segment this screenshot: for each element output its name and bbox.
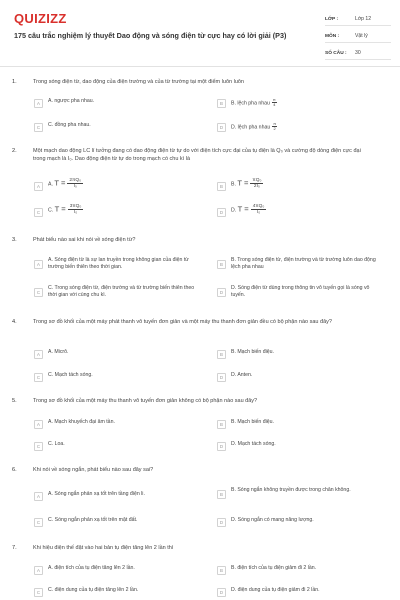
- option-formula: [48, 204, 196, 216]
- fraction-numerator: 4πQ₀: [252, 204, 265, 209]
- option-text: B. Sóng ngắn không truyền được trong chân không.: [231, 487, 351, 493]
- option-d[interactable]: [217, 441, 379, 451]
- option-formula: [231, 204, 379, 216]
- option-letter-box[interactable]: C: [34, 518, 43, 527]
- option-c[interactable]: [34, 285, 196, 299]
- meta-row-count: [325, 47, 391, 60]
- question-text: Trong sóng điện từ, dao động của điện trường và của từ trường tại một điểm luôn luôn: [33, 79, 244, 85]
- option-letter-box[interactable]: C: [34, 588, 43, 597]
- meta-value: Vật lý: [355, 33, 368, 39]
- option-letter-box[interactable]: D: [217, 588, 226, 597]
- option-text: B. Mạch biến điệu.: [231, 349, 274, 355]
- option-letter-box[interactable]: A: [34, 182, 43, 191]
- option-a[interactable]: [34, 178, 196, 191]
- worksheet-meta: [325, 13, 391, 64]
- option-text: B. điện tích của tụ điện giảm đi 2 lần.: [231, 565, 317, 571]
- option-b[interactable]: [217, 178, 379, 191]
- question-text: Trong sơ đồ khối của một máy phát thanh vô tuyến đơn giản và một máy thu thanh đơn giản đều có bộ phận nào sau đây?: [33, 319, 332, 325]
- fraction-denominator: 4: [273, 102, 276, 108]
- option-letter-box[interactable]: B: [217, 260, 226, 269]
- option-d[interactable]: [217, 285, 379, 299]
- fraction-denominator: I₀: [256, 210, 261, 216]
- option-formula: [231, 178, 379, 190]
- option-text: C. Mạch tách sóng.: [48, 372, 93, 378]
- option-d[interactable]: [217, 372, 379, 382]
- question-number: 3.: [12, 237, 17, 243]
- question-number: 5.: [12, 398, 17, 404]
- option-letter-box[interactable]: D: [217, 518, 226, 527]
- meta-key: LỚP :: [325, 16, 339, 22]
- option-text: C. Sóng ngắn phản xạ tốt trên mặt đất.: [48, 517, 138, 523]
- option-prefix: C.: [48, 207, 54, 214]
- option-b[interactable]: [217, 349, 379, 359]
- meta-value: 30: [355, 50, 361, 56]
- option-letter-box[interactable]: C: [34, 288, 43, 297]
- option-text: A. Sóng điện từ là sự lan truyền trong không gian của điện từ trường biến thiên theo thời gian.: [48, 257, 189, 270]
- option-letter-box[interactable]: D: [217, 442, 226, 451]
- option-letter-box[interactable]: D: [217, 123, 226, 132]
- option-a[interactable]: [34, 349, 196, 359]
- worksheet-header: [0, 0, 400, 67]
- option-prefix: A.: [48, 181, 53, 188]
- question-number: 2.: [12, 148, 17, 154]
- formula-lhs: T =: [54, 178, 66, 188]
- option-prefix: D.: [231, 207, 237, 214]
- option-text: A. Sóng ngắn phản xạ tốt trên tầng điện li.: [48, 491, 145, 497]
- option-text: D. Sóng ngắn có mang năng lượng.: [231, 517, 314, 523]
- fraction-numerator: 3πQ₀: [69, 204, 82, 209]
- option-text: C. Trong sóng điện từ, điện trường và từ trường biến thiên theo thời gian với cùng chu kì.: [48, 285, 195, 298]
- question-text: Khi hiệu điện thế đặt vào hai bản tụ điện tăng lên 2 lần thì: [33, 545, 174, 551]
- fraction-denominator: 2: [273, 126, 276, 132]
- option-text: D. Sóng điện từ dùng trong thông tin vô tuyến gọi là sóng vô tuyến.: [231, 285, 370, 298]
- meta-key: MÔN :: [325, 33, 340, 39]
- fraction-denominator: 2I₀: [253, 184, 260, 190]
- question-number: 1.: [12, 79, 17, 85]
- option-letter-box[interactable]: B: [217, 99, 226, 108]
- option-a[interactable]: [34, 257, 196, 271]
- option-text: D. điện dung của tụ điện giảm đi 2 lần.: [231, 587, 320, 593]
- option-a[interactable]: [34, 98, 196, 108]
- fraction-numerator: π: [272, 97, 276, 102]
- question-text: Một mạch dao động LC lí tưởng đang có dao động điện từ tự do với điện tích cực đại của tụ điện là Q₀ và cường độ dòng điện cực đại trong mạch là I₀. Dao động điện từ tự do trong mạch có chu kì là: [33, 148, 361, 162]
- option-letter-box[interactable]: C: [34, 208, 43, 217]
- option-letter-box[interactable]: B: [217, 490, 226, 499]
- option-a[interactable]: [34, 565, 196, 575]
- option-letter-box[interactable]: A: [34, 350, 43, 359]
- option-d[interactable]: [217, 517, 379, 527]
- option-letter-box[interactable]: A: [34, 99, 43, 108]
- option-label: B. lệch pha nhau: [231, 100, 270, 107]
- formula-lhs: T =: [54, 204, 66, 214]
- fraction-numerator: π: [273, 121, 276, 126]
- option-letter-box[interactable]: A: [34, 260, 43, 269]
- option-text: [231, 122, 379, 132]
- question-text: Phát biểu nào sai khi nói về sóng điện từ?: [33, 237, 136, 243]
- option-letter-box[interactable]: C: [34, 373, 43, 382]
- option-text: [231, 98, 379, 108]
- fraction-numerator: 2πQ₀: [69, 178, 82, 183]
- option-b[interactable]: [217, 257, 379, 271]
- option-letter-box[interactable]: D: [217, 288, 226, 297]
- option-d[interactable]: [217, 587, 379, 597]
- option-letter-box[interactable]: A: [34, 566, 43, 575]
- option-letter-box[interactable]: B: [217, 182, 226, 191]
- option-text: C. đồng pha nhau.: [48, 122, 91, 128]
- option-text: B. Mạch biến điệu.: [231, 419, 274, 425]
- quizizz-logo: QUIZIZZ: [14, 11, 67, 26]
- option-letter-box[interactable]: A: [34, 420, 43, 429]
- fraction-denominator: I₀: [73, 184, 77, 190]
- fraction-denominator: I₀: [73, 210, 78, 216]
- question-number: 4.: [12, 319, 17, 325]
- meta-row-class: [325, 13, 391, 26]
- option-b[interactable]: [217, 487, 379, 499]
- pi-fraction: [272, 122, 277, 132]
- meta-key: SỐ CÂU :: [325, 50, 347, 56]
- option-a[interactable]: [34, 419, 196, 429]
- option-b[interactable]: [217, 98, 379, 108]
- option-text: C. Loa.: [48, 441, 65, 447]
- formula-lhs: T =: [237, 204, 249, 214]
- formula-fraction: [250, 178, 263, 190]
- option-d[interactable]: [217, 122, 379, 132]
- option-formula: [48, 178, 196, 190]
- formula-lhs: T =: [237, 178, 249, 188]
- option-b[interactable]: [217, 419, 379, 429]
- worksheet-title: 175 câu trắc nghiệm lý thuyết Dao động và sóng điện từ cực hay có lời giải (P3): [14, 31, 287, 40]
- option-text: D. Mạch tách sóng.: [231, 441, 276, 447]
- question-number: 6.: [12, 467, 17, 473]
- option-c[interactable]: [34, 441, 196, 451]
- option-c[interactable]: [34, 372, 196, 382]
- pi-fraction: [272, 98, 277, 108]
- formula-fraction: [68, 204, 84, 216]
- option-text: C. điện dung của tụ điện tăng lên 2 lần.: [48, 587, 139, 593]
- option-text: B. Trong sóng điện từ, điện trường và từ trường luôn dao động lệch pha nhau: [231, 257, 376, 270]
- option-letter-box[interactable]: B: [217, 420, 226, 429]
- meta-value: Lớp 12: [355, 16, 372, 22]
- option-letter-box[interactable]: D: [217, 373, 226, 382]
- option-text: A. Micrô.: [48, 349, 69, 355]
- option-c[interactable]: [34, 587, 196, 597]
- question-text: Khi nói về sóng ngắn, phát biểu nào sau đây sai?: [33, 467, 154, 473]
- option-text: A. điện tích của tụ điện tăng lên 2 lần.: [48, 565, 135, 571]
- fraction-numerator: πQ₀: [252, 178, 262, 183]
- option-b[interactable]: [217, 565, 379, 575]
- option-letter-box[interactable]: C: [34, 442, 43, 451]
- formula-fraction: [67, 178, 83, 190]
- option-d[interactable]: [217, 204, 379, 217]
- option-c[interactable]: [34, 122, 196, 132]
- option-letter-box[interactable]: C: [34, 123, 43, 132]
- option-text: A. Mạch khuyếch đại âm tần.: [48, 419, 115, 425]
- question-text: Trong sơ đồ khối của một máy thu thanh vô tuyến đơn giản không có bộ phận nào sau đây?: [33, 398, 258, 404]
- option-text: D. Anten.: [231, 372, 253, 378]
- option-c[interactable]: [34, 204, 196, 217]
- option-prefix: B.: [231, 181, 236, 188]
- formula-fraction: [251, 204, 267, 216]
- meta-row-subject: [325, 30, 391, 43]
- option-letter-box[interactable]: B: [217, 350, 226, 359]
- option-letter-box[interactable]: D: [217, 208, 226, 217]
- option-letter-box[interactable]: B: [217, 566, 226, 575]
- option-label: D. lệch pha nhau: [231, 124, 271, 131]
- option-letter-box[interactable]: A: [34, 492, 43, 501]
- option-text: A. ngược pha nhau.: [48, 98, 95, 104]
- question-number: 7.: [12, 545, 17, 551]
- option-c[interactable]: [34, 517, 196, 527]
- option-a[interactable]: [34, 491, 196, 501]
